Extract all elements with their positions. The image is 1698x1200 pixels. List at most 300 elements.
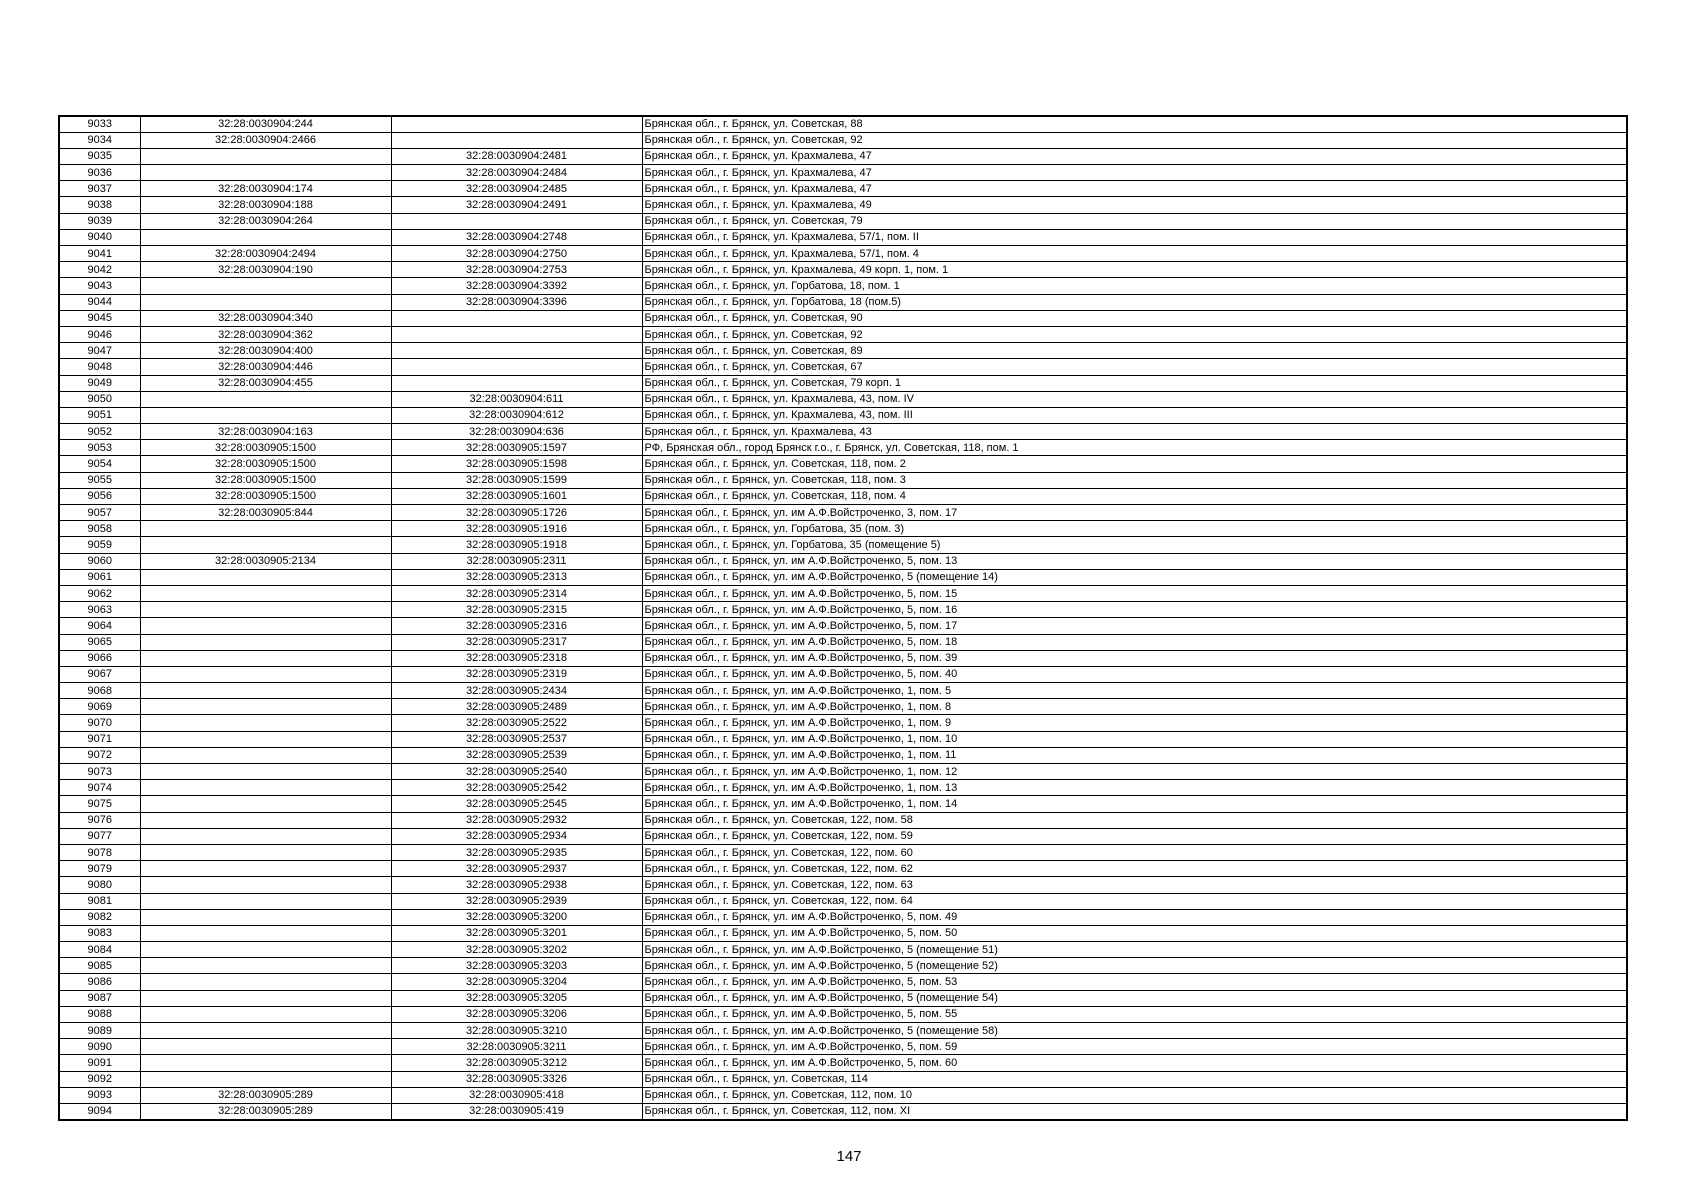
table-row xyxy=(59,747,1627,763)
table-row xyxy=(59,569,1627,585)
row-number-cell: 9063 xyxy=(59,602,140,618)
cadastral-number-cell: 32:28:0030905:419 xyxy=(391,1103,642,1119)
table-row xyxy=(59,958,1627,974)
cadastral-parent-cell xyxy=(140,650,391,666)
table-row xyxy=(59,165,1627,181)
cadastral-number-cell: 32:28:0030905:2319 xyxy=(391,666,642,682)
cadastral-parent-cell: 32:28:0030905:1500 xyxy=(140,488,391,504)
table-row xyxy=(59,796,1627,812)
address-cell: Брянская обл., г. Брянск, ул. Крахмалева, 43, пом. III xyxy=(642,407,1627,423)
table-row xyxy=(59,407,1627,423)
table-row xyxy=(59,488,1627,504)
table-row xyxy=(59,974,1627,990)
address-cell: Брянская обл., г. Брянск, ул. Крахмалева, 49 корп. 1, пом. 1 xyxy=(642,262,1627,278)
cadastral-parent-cell xyxy=(140,780,391,796)
cadastral-number-cell: 32:28:0030905:2937 xyxy=(391,861,642,877)
address-cell: Брянская обл., г. Брянск, ул. Советская, 122, пом. 58 xyxy=(642,812,1627,828)
cadastral-parent-cell xyxy=(140,909,391,925)
row-number-cell: 9092 xyxy=(59,1071,140,1087)
cadastral-parent-cell xyxy=(140,1039,391,1055)
row-number-cell: 9091 xyxy=(59,1055,140,1071)
row-number-cell: 9033 xyxy=(59,116,140,132)
address-cell: Брянская обл., г. Брянск, ул. Крахмалева, 49 xyxy=(642,197,1627,213)
address-cell: Брянская обл., г. Брянск, ул. Крахмалева, 43 xyxy=(642,424,1627,440)
cadastral-parent-cell xyxy=(140,796,391,812)
address-cell: Брянская обл., г. Брянск, ул. Советская, 79 корп. 1 xyxy=(642,375,1627,391)
cadastral-parent-cell xyxy=(140,974,391,990)
row-number-cell: 9040 xyxy=(59,229,140,245)
address-cell: Брянская обл., г. Брянск, ул. Советская, 118, пом. 3 xyxy=(642,472,1627,488)
cadastral-number-cell: 32:28:0030904:2748 xyxy=(391,229,642,245)
address-cell: Брянская обл., г. Брянск, ул. Советская, 112, пом. 10 xyxy=(642,1087,1627,1103)
cadastral-number-cell: 32:28:0030905:3326 xyxy=(391,1071,642,1087)
address-cell: Брянская обл., г. Брянск, ул. Советская, 118, пом. 2 xyxy=(642,456,1627,472)
table-row xyxy=(59,278,1627,294)
cadastral-parent-cell xyxy=(140,602,391,618)
table-row xyxy=(59,148,1627,164)
cadastral-number-cell: 32:28:0030905:2539 xyxy=(391,747,642,763)
cadastral-parent-cell xyxy=(140,747,391,763)
cadastral-parent-cell xyxy=(140,585,391,601)
table-row xyxy=(59,213,1627,229)
row-number-cell: 9054 xyxy=(59,456,140,472)
table-row xyxy=(59,505,1627,521)
cadastral-number-cell: 32:28:0030905:2314 xyxy=(391,585,642,601)
address-cell: Брянская обл., г. Брянск, ул. Горбатова, 35 (пом. 3) xyxy=(642,521,1627,537)
address-cell: РФ, Брянская обл., город Брянск г.о., г. Брянск, ул. Советская, 118, пом. 1 xyxy=(642,440,1627,456)
address-cell: Брянская обл., г. Брянск, ул. им А.Ф.Войстроченко, 1, пом. 5 xyxy=(642,683,1627,699)
row-number-cell: 9066 xyxy=(59,650,140,666)
cadastral-number-cell: 32:28:0030905:3206 xyxy=(391,1006,642,1022)
row-number-cell: 9070 xyxy=(59,715,140,731)
cadastral-parent-cell xyxy=(140,537,391,553)
row-number-cell: 9064 xyxy=(59,618,140,634)
address-cell: Брянская обл., г. Брянск, ул. Советская, 118, пом. 4 xyxy=(642,488,1627,504)
table-row xyxy=(59,861,1627,877)
table-row xyxy=(59,844,1627,860)
cadastral-number-cell: 32:28:0030905:2932 xyxy=(391,812,642,828)
table-row xyxy=(59,246,1627,262)
address-cell: Брянская обл., г. Брянск, ул. им А.Ф.Войстроченко, 1, пом. 13 xyxy=(642,780,1627,796)
table-row xyxy=(59,618,1627,634)
cadastral-parent-cell: 32:28:0030904:340 xyxy=(140,310,391,326)
row-number-cell: 9086 xyxy=(59,974,140,990)
row-number-cell: 9061 xyxy=(59,569,140,585)
cadastral-parent-cell: 32:28:0030905:1500 xyxy=(140,440,391,456)
table-row xyxy=(59,391,1627,407)
row-number-cell: 9042 xyxy=(59,262,140,278)
cadastral-parent-cell xyxy=(140,521,391,537)
cadastral-number-cell: 32:28:0030904:612 xyxy=(391,407,642,423)
row-number-cell: 9055 xyxy=(59,472,140,488)
address-cell: Брянская обл., г. Брянск, ул. им А.Ф.Войстроченко, 5, пом. 60 xyxy=(642,1055,1627,1071)
address-cell: Брянская обл., г. Брянск, ул. Советская, 92 xyxy=(642,132,1627,148)
table-row xyxy=(59,424,1627,440)
address-cell: Брянская обл., г. Брянск, ул. Крахмалева, 57/1, пом. II xyxy=(642,229,1627,245)
table-row xyxy=(59,181,1627,197)
address-cell: Брянская обл., г. Брянск, ул. Советская, 122, пом. 63 xyxy=(642,877,1627,893)
address-cell: Брянская обл., г. Брянск, ул. им А.Ф.Войстроченко, 1, пом. 8 xyxy=(642,699,1627,715)
address-cell: Брянская обл., г. Брянск, ул. Крахмалева, 47 xyxy=(642,165,1627,181)
table-row xyxy=(59,764,1627,780)
address-cell: Брянская обл., г. Брянск, ул. Советская, 122, пом. 64 xyxy=(642,893,1627,909)
address-cell: Брянская обл., г. Брянск, ул. Советская, 122, пом. 60 xyxy=(642,844,1627,860)
cadastral-parent-cell xyxy=(140,828,391,844)
address-cell: Брянская обл., г. Брянск, ул. Советская, 122, пом. 62 xyxy=(642,861,1627,877)
cadastral-parent-cell: 32:28:0030905:844 xyxy=(140,505,391,521)
table-row xyxy=(59,197,1627,213)
cadastral-number-cell: 32:28:0030904:2750 xyxy=(391,246,642,262)
cadastral-number-cell: 32:28:0030905:2315 xyxy=(391,602,642,618)
cadastral-parent-cell xyxy=(140,294,391,310)
cadastral-number-cell: 32:28:0030905:2434 xyxy=(391,683,642,699)
row-number-cell: 9069 xyxy=(59,699,140,715)
cadastral-parent-cell xyxy=(140,877,391,893)
cadastral-parent-cell xyxy=(140,861,391,877)
cadastral-number-cell: 32:28:0030904:636 xyxy=(391,424,642,440)
cadastral-number-cell: 32:28:0030905:1601 xyxy=(391,488,642,504)
cadastral-number-cell: 32:28:0030905:1726 xyxy=(391,505,642,521)
table-row xyxy=(59,456,1627,472)
address-cell: Брянская обл., г. Брянск, ул. им А.Ф.Войстроченко, 5, пом. 15 xyxy=(642,585,1627,601)
cadastral-number-cell: 32:28:0030904:2481 xyxy=(391,148,642,164)
row-number-cell: 9094 xyxy=(59,1103,140,1119)
row-number-cell: 9051 xyxy=(59,407,140,423)
row-number-cell: 9035 xyxy=(59,148,140,164)
cadastral-parent-cell: 32:28:0030904:455 xyxy=(140,375,391,391)
cadastral-number-cell xyxy=(391,132,642,148)
row-number-cell: 9043 xyxy=(59,278,140,294)
row-number-cell: 9046 xyxy=(59,326,140,342)
table-row xyxy=(59,942,1627,958)
address-cell: Брянская обл., г. Брянск, ул. им А.Ф.Войстроченко, 5, пом. 49 xyxy=(642,909,1627,925)
cadastral-number-cell xyxy=(391,343,642,359)
row-number-cell: 9037 xyxy=(59,181,140,197)
address-cell: Брянская обл., г. Брянск, ул. им А.Ф.Войстроченко, 5, пом. 55 xyxy=(642,1006,1627,1022)
address-cell: Брянская обл., г. Брянск, ул. им А.Ф.Войстроченко, 5 (помещение 51) xyxy=(642,942,1627,958)
table-row xyxy=(59,715,1627,731)
cadastral-parent-cell: 32:28:0030904:400 xyxy=(140,343,391,359)
cadastral-parent-cell xyxy=(140,569,391,585)
cadastral-parent-cell: 32:28:0030904:2466 xyxy=(140,132,391,148)
row-number-cell: 9078 xyxy=(59,844,140,860)
cadastral-number-cell: 32:28:0030905:3210 xyxy=(391,1023,642,1039)
cadastral-parent-cell xyxy=(140,925,391,941)
row-number-cell: 9058 xyxy=(59,521,140,537)
table-row xyxy=(59,326,1627,342)
cadastral-parent-cell: 32:28:0030905:1500 xyxy=(140,456,391,472)
address-cell: Брянская обл., г. Брянск, ул. Советская, 88 xyxy=(642,116,1627,132)
cadastral-parent-cell xyxy=(140,990,391,1006)
cadastral-parent-cell xyxy=(140,634,391,650)
cadastral-parent-cell xyxy=(140,958,391,974)
address-cell: Брянская обл., г. Брянск, ул. Советская, 112, пом. XI xyxy=(642,1103,1627,1119)
cadastral-number-cell: 32:28:0030905:1916 xyxy=(391,521,642,537)
row-number-cell: 9059 xyxy=(59,537,140,553)
address-cell: Брянская обл., г. Брянск, ул. Крахмалева, 47 xyxy=(642,148,1627,164)
cadastral-parent-cell xyxy=(140,1006,391,1022)
row-number-cell: 9077 xyxy=(59,828,140,844)
table-row xyxy=(59,310,1627,326)
row-number-cell: 9085 xyxy=(59,958,140,974)
address-cell: Брянская обл., г. Брянск, ул. Горбатова, 18, пом. 1 xyxy=(642,278,1627,294)
cadastral-number-cell: 32:28:0030905:2934 xyxy=(391,828,642,844)
table-row xyxy=(59,683,1627,699)
cadastral-number-cell: 32:28:0030904:2484 xyxy=(391,165,642,181)
cadastral-number-cell: 32:28:0030905:1597 xyxy=(391,440,642,456)
address-cell: Брянская обл., г. Брянск, ул. им А.Ф.Войстроченко, 5, пом. 18 xyxy=(642,634,1627,650)
cadastral-parent-cell xyxy=(140,229,391,245)
cadastral-parent-cell xyxy=(140,1023,391,1039)
cadastral-parent-cell xyxy=(140,148,391,164)
cadastral-number-cell: 32:28:0030905:3211 xyxy=(391,1039,642,1055)
table-row xyxy=(59,229,1627,245)
address-cell: Брянская обл., г. Брянск, ул. им А.Ф.Войстроченко, 5 (помещение 54) xyxy=(642,990,1627,1006)
address-cell: Брянская обл., г. Брянск, ул. им А.Ф.Войстроченко, 1, пом. 12 xyxy=(642,764,1627,780)
cadastral-number-cell: 32:28:0030905:1599 xyxy=(391,472,642,488)
row-number-cell: 9034 xyxy=(59,132,140,148)
cadastral-number-cell: 32:28:0030905:1598 xyxy=(391,456,642,472)
row-number-cell: 9093 xyxy=(59,1087,140,1103)
cadastral-parent-cell xyxy=(140,844,391,860)
table-row xyxy=(59,990,1627,1006)
cadastral-number-cell xyxy=(391,326,642,342)
cadastral-number-cell: 32:28:0030905:418 xyxy=(391,1087,642,1103)
table-row xyxy=(59,1023,1627,1039)
row-number-cell: 9074 xyxy=(59,780,140,796)
address-cell: Брянская обл., г. Брянск, ул. им А.Ф.Войстроченко, 5, пом. 16 xyxy=(642,602,1627,618)
row-number-cell: 9060 xyxy=(59,553,140,569)
table-row xyxy=(59,1087,1627,1103)
table-row xyxy=(59,909,1627,925)
row-number-cell: 9068 xyxy=(59,683,140,699)
table-row xyxy=(59,731,1627,747)
cadastral-number-cell xyxy=(391,116,642,132)
cadastral-parent-cell xyxy=(140,407,391,423)
table-row xyxy=(59,893,1627,909)
cadastral-number-cell: 32:28:0030904:3392 xyxy=(391,278,642,294)
cadastral-number-cell: 32:28:0030904:611 xyxy=(391,391,642,407)
address-cell: Брянская обл., г. Брянск, ул. им А.Ф.Войстроченко, 5 (помещение 58) xyxy=(642,1023,1627,1039)
address-cell: Брянская обл., г. Брянск, ул. Крахмалева, 57/1, пом. 4 xyxy=(642,246,1627,262)
table-row xyxy=(59,472,1627,488)
cadastral-number-cell: 32:28:0030904:2753 xyxy=(391,262,642,278)
address-cell: Брянская обл., г. Брянск, ул. им А.Ф.Войстроченко, 5, пом. 17 xyxy=(642,618,1627,634)
registry-table xyxy=(58,115,1628,1121)
table-row xyxy=(59,537,1627,553)
cadastral-number-cell: 32:28:0030905:2317 xyxy=(391,634,642,650)
table-row xyxy=(59,1071,1627,1087)
cadastral-parent-cell xyxy=(140,683,391,699)
cadastral-number-cell: 32:28:0030905:2935 xyxy=(391,844,642,860)
cadastral-parent-cell: 32:28:0030905:1500 xyxy=(140,472,391,488)
row-number-cell: 9056 xyxy=(59,488,140,504)
row-number-cell: 9045 xyxy=(59,310,140,326)
table-row xyxy=(59,1055,1627,1071)
cadastral-number-cell: 32:28:0030905:2522 xyxy=(391,715,642,731)
cadastral-parent-cell: 32:28:0030904:446 xyxy=(140,359,391,375)
cadastral-number-cell: 32:28:0030905:2313 xyxy=(391,569,642,585)
row-number-cell: 9087 xyxy=(59,990,140,1006)
table-row xyxy=(59,699,1627,715)
table-row xyxy=(59,294,1627,310)
cadastral-number-cell: 32:28:0030905:2537 xyxy=(391,731,642,747)
table-row xyxy=(59,1103,1627,1119)
cadastral-number-cell: 32:28:0030905:1918 xyxy=(391,537,642,553)
table-row xyxy=(59,359,1627,375)
row-number-cell: 9076 xyxy=(59,812,140,828)
cadastral-parent-cell xyxy=(140,1055,391,1071)
table-row xyxy=(59,634,1627,650)
address-cell: Брянская обл., г. Брянск, ул. им А.Ф.Войстроченко, 5 (помещение 52) xyxy=(642,958,1627,974)
table-row xyxy=(59,262,1627,278)
cadastral-number-cell: 32:28:0030905:2540 xyxy=(391,764,642,780)
cadastral-parent-cell xyxy=(140,731,391,747)
cadastral-parent-cell xyxy=(140,165,391,181)
row-number-cell: 9053 xyxy=(59,440,140,456)
table-row xyxy=(59,666,1627,682)
row-number-cell: 9083 xyxy=(59,925,140,941)
row-number-cell: 9075 xyxy=(59,796,140,812)
cadastral-parent-cell xyxy=(140,812,391,828)
table-row xyxy=(59,1039,1627,1055)
address-cell: Брянская обл., г. Брянск, ул. им А.Ф.Войстроченко, 5, пом. 39 xyxy=(642,650,1627,666)
address-cell: Брянская обл., г. Брянск, ул. им А.Ф.Войстроченко, 1, пом. 14 xyxy=(642,796,1627,812)
address-cell: Брянская обл., г. Брянск, ул. Советская, 92 xyxy=(642,326,1627,342)
cadastral-parent-cell xyxy=(140,278,391,294)
row-number-cell: 9036 xyxy=(59,165,140,181)
table-row xyxy=(59,132,1627,148)
row-number-cell: 9080 xyxy=(59,877,140,893)
address-cell: Брянская обл., г. Брянск, ул. им А.Ф.Войстроченко, 5, пом. 53 xyxy=(642,974,1627,990)
address-cell: Брянская обл., г. Брянск, ул. им А.Ф.Войстроченко, 1, пом. 9 xyxy=(642,715,1627,731)
address-cell: Брянская обл., г. Брянск, ул. им А.Ф.Войстроченко, 5, пом. 13 xyxy=(642,553,1627,569)
address-cell: Брянская обл., г. Брянск, ул. Советская, 114 xyxy=(642,1071,1627,1087)
cadastral-parent-cell: 32:28:0030904:188 xyxy=(140,197,391,213)
cadastral-number-cell: 32:28:0030905:3204 xyxy=(391,974,642,990)
row-number-cell: 9041 xyxy=(59,246,140,262)
row-number-cell: 9084 xyxy=(59,942,140,958)
cadastral-parent-cell: 32:28:0030905:2134 xyxy=(140,553,391,569)
row-number-cell: 9050 xyxy=(59,391,140,407)
cadastral-parent-cell xyxy=(140,715,391,731)
table-row xyxy=(59,602,1627,618)
cadastral-parent-cell: 32:28:0030904:264 xyxy=(140,213,391,229)
address-cell: Брянская обл., г. Брянск, ул. им А.Ф.Войстроченко, 5, пом. 59 xyxy=(642,1039,1627,1055)
row-number-cell: 9071 xyxy=(59,731,140,747)
row-number-cell: 9072 xyxy=(59,747,140,763)
cadastral-parent-cell xyxy=(140,764,391,780)
cadastral-parent-cell: 32:28:0030905:289 xyxy=(140,1087,391,1103)
cadastral-parent-cell: 32:28:0030904:244 xyxy=(140,116,391,132)
cadastral-number-cell: 32:28:0030905:3202 xyxy=(391,942,642,958)
row-number-cell: 9052 xyxy=(59,424,140,440)
address-cell: Брянская обл., г. Брянск, ул. Советская, 89 xyxy=(642,343,1627,359)
cadastral-parent-cell: 32:28:0030904:163 xyxy=(140,424,391,440)
row-number-cell: 9038 xyxy=(59,197,140,213)
cadastral-number-cell: 32:28:0030905:3212 xyxy=(391,1055,642,1071)
table-row xyxy=(59,343,1627,359)
registry-table-body xyxy=(59,116,1627,1120)
cadastral-number-cell: 32:28:0030905:3200 xyxy=(391,909,642,925)
row-number-cell: 9079 xyxy=(59,861,140,877)
cadastral-parent-cell xyxy=(140,893,391,909)
cadastral-number-cell: 32:28:0030904:3396 xyxy=(391,294,642,310)
cadastral-number-cell: 32:28:0030904:2485 xyxy=(391,181,642,197)
cadastral-number-cell: 32:28:0030905:2939 xyxy=(391,893,642,909)
address-cell: Брянская обл., г. Брянск, ул. им А.Ф.Войстроченко, 5 (помещение 14) xyxy=(642,569,1627,585)
row-number-cell: 9062 xyxy=(59,585,140,601)
cadastral-parent-cell xyxy=(140,942,391,958)
address-cell: Брянская обл., г. Брянск, ул. им А.Ф.Войстроченко, 5, пом. 40 xyxy=(642,666,1627,682)
cadastral-parent-cell xyxy=(140,666,391,682)
row-number-cell: 9048 xyxy=(59,359,140,375)
address-cell: Брянская обл., г. Брянск, ул. Советская, 90 xyxy=(642,310,1627,326)
address-cell: Брянская обл., г. Брянск, ул. Советская, 67 xyxy=(642,359,1627,375)
address-cell: Брянская обл., г. Брянск, ул. им А.Ф.Войстроченко, 1, пом. 11 xyxy=(642,747,1627,763)
cadastral-number-cell xyxy=(391,213,642,229)
address-cell: Брянская обл., г. Брянск, ул. Горбатова, 35 (помещение 5) xyxy=(642,537,1627,553)
table-row xyxy=(59,440,1627,456)
cadastral-number-cell: 32:28:0030905:2311 xyxy=(391,553,642,569)
row-number-cell: 9081 xyxy=(59,893,140,909)
table-row xyxy=(59,828,1627,844)
page-number: 147 xyxy=(836,1148,862,1165)
address-cell: Брянская обл., г. Брянск, ул. им А.Ф.Войстроченко, 1, пом. 10 xyxy=(642,731,1627,747)
table-row xyxy=(59,925,1627,941)
cadastral-parent-cell: 32:28:0030904:362 xyxy=(140,326,391,342)
cadastral-number-cell: 32:28:0030905:2316 xyxy=(391,618,642,634)
cadastral-number-cell: 32:28:0030905:2542 xyxy=(391,780,642,796)
cadastral-parent-cell: 32:28:0030904:174 xyxy=(140,181,391,197)
row-number-cell: 9057 xyxy=(59,505,140,521)
row-number-cell: 9049 xyxy=(59,375,140,391)
cadastral-parent-cell xyxy=(140,391,391,407)
cadastral-parent-cell xyxy=(140,618,391,634)
row-number-cell: 9089 xyxy=(59,1023,140,1039)
row-number-cell: 9044 xyxy=(59,294,140,310)
address-cell: Брянская обл., г. Брянск, ул. Горбатова, 18 (пом.5) xyxy=(642,294,1627,310)
table-row xyxy=(59,650,1627,666)
cadastral-number-cell xyxy=(391,359,642,375)
table-row xyxy=(59,585,1627,601)
cadastral-number-cell: 32:28:0030905:2545 xyxy=(391,796,642,812)
address-cell: Брянская обл., г. Брянск, ул. Советская, 122, пом. 59 xyxy=(642,828,1627,844)
cadastral-number-cell: 32:28:0030904:2491 xyxy=(391,197,642,213)
table-row xyxy=(59,553,1627,569)
table-row xyxy=(59,877,1627,893)
cadastral-parent-cell: 32:28:0030904:2494 xyxy=(140,246,391,262)
cadastral-number-cell: 32:28:0030905:2938 xyxy=(391,877,642,893)
table-row xyxy=(59,116,1627,132)
table-row xyxy=(59,375,1627,391)
cadastral-parent-cell: 32:28:0030904:190 xyxy=(140,262,391,278)
cadastral-parent-cell xyxy=(140,699,391,715)
table-row xyxy=(59,521,1627,537)
row-number-cell: 9088 xyxy=(59,1006,140,1022)
cadastral-number-cell: 32:28:0030905:3201 xyxy=(391,925,642,941)
row-number-cell: 9067 xyxy=(59,666,140,682)
cadastral-number-cell: 32:28:0030905:3205 xyxy=(391,990,642,1006)
table-row xyxy=(59,1006,1627,1022)
row-number-cell: 9082 xyxy=(59,909,140,925)
row-number-cell: 9047 xyxy=(59,343,140,359)
address-cell: Брянская обл., г. Брянск, ул. Крахмалева, 43, пом. IV xyxy=(642,391,1627,407)
cadastral-parent-cell xyxy=(140,1071,391,1087)
address-cell: Брянская обл., г. Брянск, ул. Крахмалева, 47 xyxy=(642,181,1627,197)
table-row xyxy=(59,812,1627,828)
cadastral-number-cell xyxy=(391,310,642,326)
